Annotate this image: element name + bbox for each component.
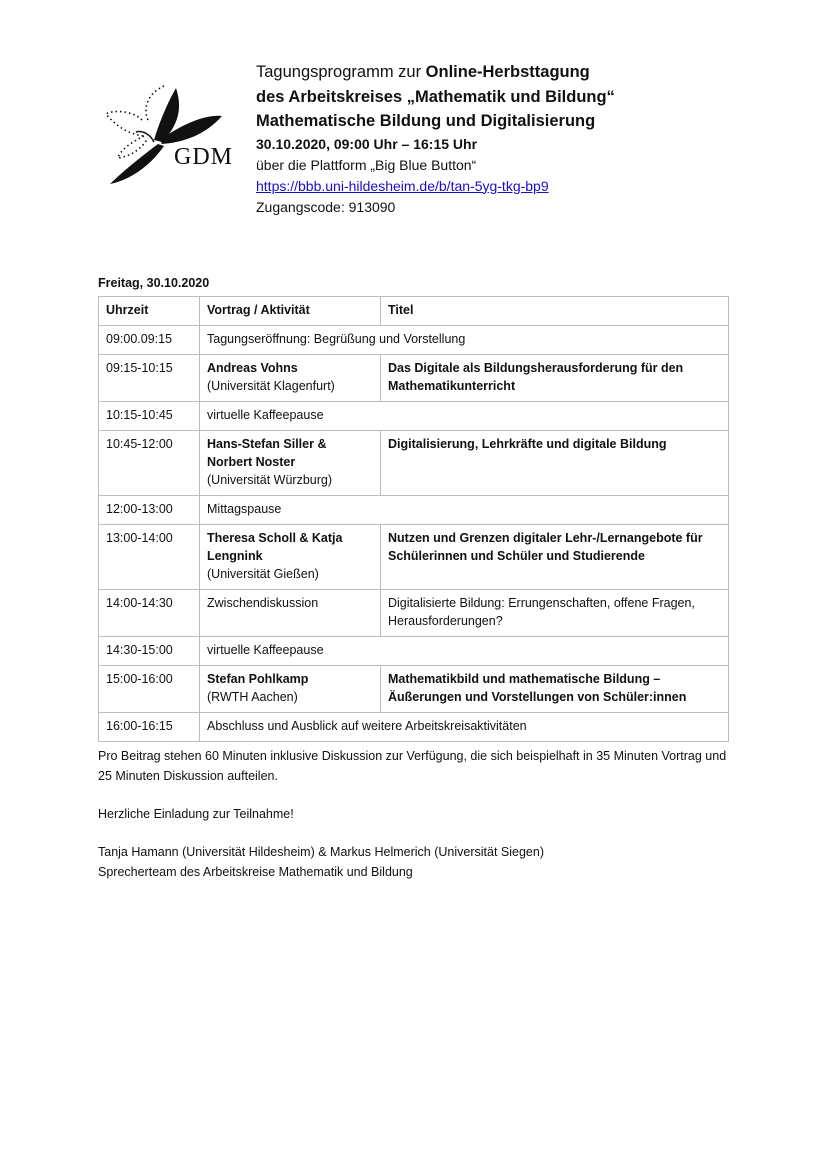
row-speaker: Theresa Scholl & Katja Lengnink: [207, 531, 343, 563]
row-speaker-cell: [200, 355, 381, 402]
duration-note: Pro Beitrag stehen 60 Minuten inklusive Diskussion zur Verfügung, die sich beispielhaft in 35 Minuten Vortrag und 25 Minuten Diskussion aufteilen.: [98, 749, 727, 783]
header-datetime: 30.10.2020, 09:00 Uhr – 16:15 Uhr: [256, 135, 478, 152]
table-row: [99, 525, 729, 590]
signature-names: Tanja Hamann (Universität Hildesheim) & Markus Helmerich (Universität Siegen): [98, 845, 544, 859]
header-line-1: [256, 60, 796, 85]
row-affiliation: (Universität Gießen): [207, 567, 319, 581]
butterfly-icon: [102, 80, 242, 188]
row-speaker-cell: [200, 431, 381, 496]
row-talk-title: Digitalisierte Bildung: Errungenschaften, offene Fragen, Herausforderungen?: [381, 590, 729, 637]
header-time: Uhrzeit: [99, 297, 200, 326]
table-row: [99, 402, 729, 431]
row-time: 10:15-10:45: [99, 402, 200, 431]
header-title: Titel: [381, 297, 729, 326]
header-prefix: Tagungsprogramm zur: [256, 63, 426, 81]
invitation-text: Herzliche Einladung zur Teilnahme!: [98, 807, 294, 821]
access-code: Zugangscode: 913090: [256, 198, 396, 215]
table-header-row: [99, 297, 729, 326]
table-row: [99, 326, 729, 355]
row-time: 16:00-16:15: [99, 713, 200, 742]
row-speaker: Stefan Pohlkamp: [207, 672, 309, 686]
header-line-2: des Arbeitskreises „Mathematik und Bildung“: [256, 87, 615, 106]
row-talk-title: Mathematikbild und mathematische Bildung – Äußerungen und Vorstellungen von Schüler:innen: [381, 666, 729, 713]
row-activity: virtuelle Kaffeepause: [200, 402, 729, 431]
row-activity: Mittagspause: [200, 496, 729, 525]
row-time: 12:00-13:00: [99, 496, 200, 525]
row-speaker-cell: [200, 666, 381, 713]
row-time: 13:00-14:00: [99, 525, 200, 590]
row-speaker: Andreas Vohns: [207, 361, 298, 375]
row-time: 09:00.09:15: [99, 326, 200, 355]
signature: [98, 842, 738, 882]
row-speaker: Hans-Stefan Siller & Norbert Noster: [207, 437, 327, 469]
document-footer: [98, 746, 738, 900]
table-row: [99, 713, 729, 742]
schedule-table: [98, 296, 729, 742]
row-affiliation: (Universität Würzburg): [207, 473, 333, 487]
row-affiliation: (RWTH Aachen): [207, 690, 298, 704]
table-row: [99, 637, 729, 666]
schedule-date-label: Freitag, 30.10.2020: [98, 276, 210, 290]
row-talk-title: Nutzen und Grenzen digitaler Lehr-/Lernangebote für Schülerinnen und Schüler und Studierende: [381, 525, 729, 590]
row-time: 09:15-10:15: [99, 355, 200, 402]
table-row: [99, 496, 729, 525]
row-time: 14:30-15:00: [99, 637, 200, 666]
table-row: [99, 431, 729, 496]
header-activity: Vortrag / Aktivität: [200, 297, 381, 326]
row-affiliation: (Universität Klagenfurt): [207, 379, 335, 393]
row-activity: Tagungseröffnung: Begrüßung und Vorstellung: [200, 326, 729, 355]
row-talk-title: Das Digitale als Bildungsherausforderung für den Mathematikunterricht: [381, 355, 729, 402]
header-line-3: Mathematische Bildung und Digitalisierung: [256, 112, 596, 130]
meeting-link-row: [256, 176, 796, 197]
meeting-link[interactable]: https://bbb.uni-hildesheim.de/b/tan-5yg-tkg-bp9: [256, 177, 549, 194]
row-talk-title: Digitalisierung, Lehrkräfte und digitale Bildung: [381, 431, 729, 496]
row-speaker-cell: [200, 525, 381, 590]
row-time: 10:45-12:00: [99, 431, 200, 496]
table-row: [99, 590, 729, 637]
row-activity: Abschluss und Ausblick auf weitere Arbeitskreisaktivitäten: [200, 713, 729, 742]
row-activity: virtuelle Kaffeepause: [200, 637, 729, 666]
header-platform: über die Plattform „Big Blue Button“: [256, 156, 477, 173]
gdm-logo: [102, 80, 242, 188]
row-time: 15:00-16:00: [99, 666, 200, 713]
row-activity: Zwischendiskussion: [200, 590, 381, 637]
table-row: [99, 355, 729, 402]
table-row: [99, 666, 729, 713]
header-event-name: Online-Herbsttagung: [425, 63, 590, 81]
row-time: 14:00-14:30: [99, 590, 200, 637]
logo-text: GDM: [174, 144, 234, 170]
document-header: [256, 60, 796, 218]
signature-role: Sprecherteam des Arbeitskreise Mathematik und Bildung: [98, 865, 413, 879]
